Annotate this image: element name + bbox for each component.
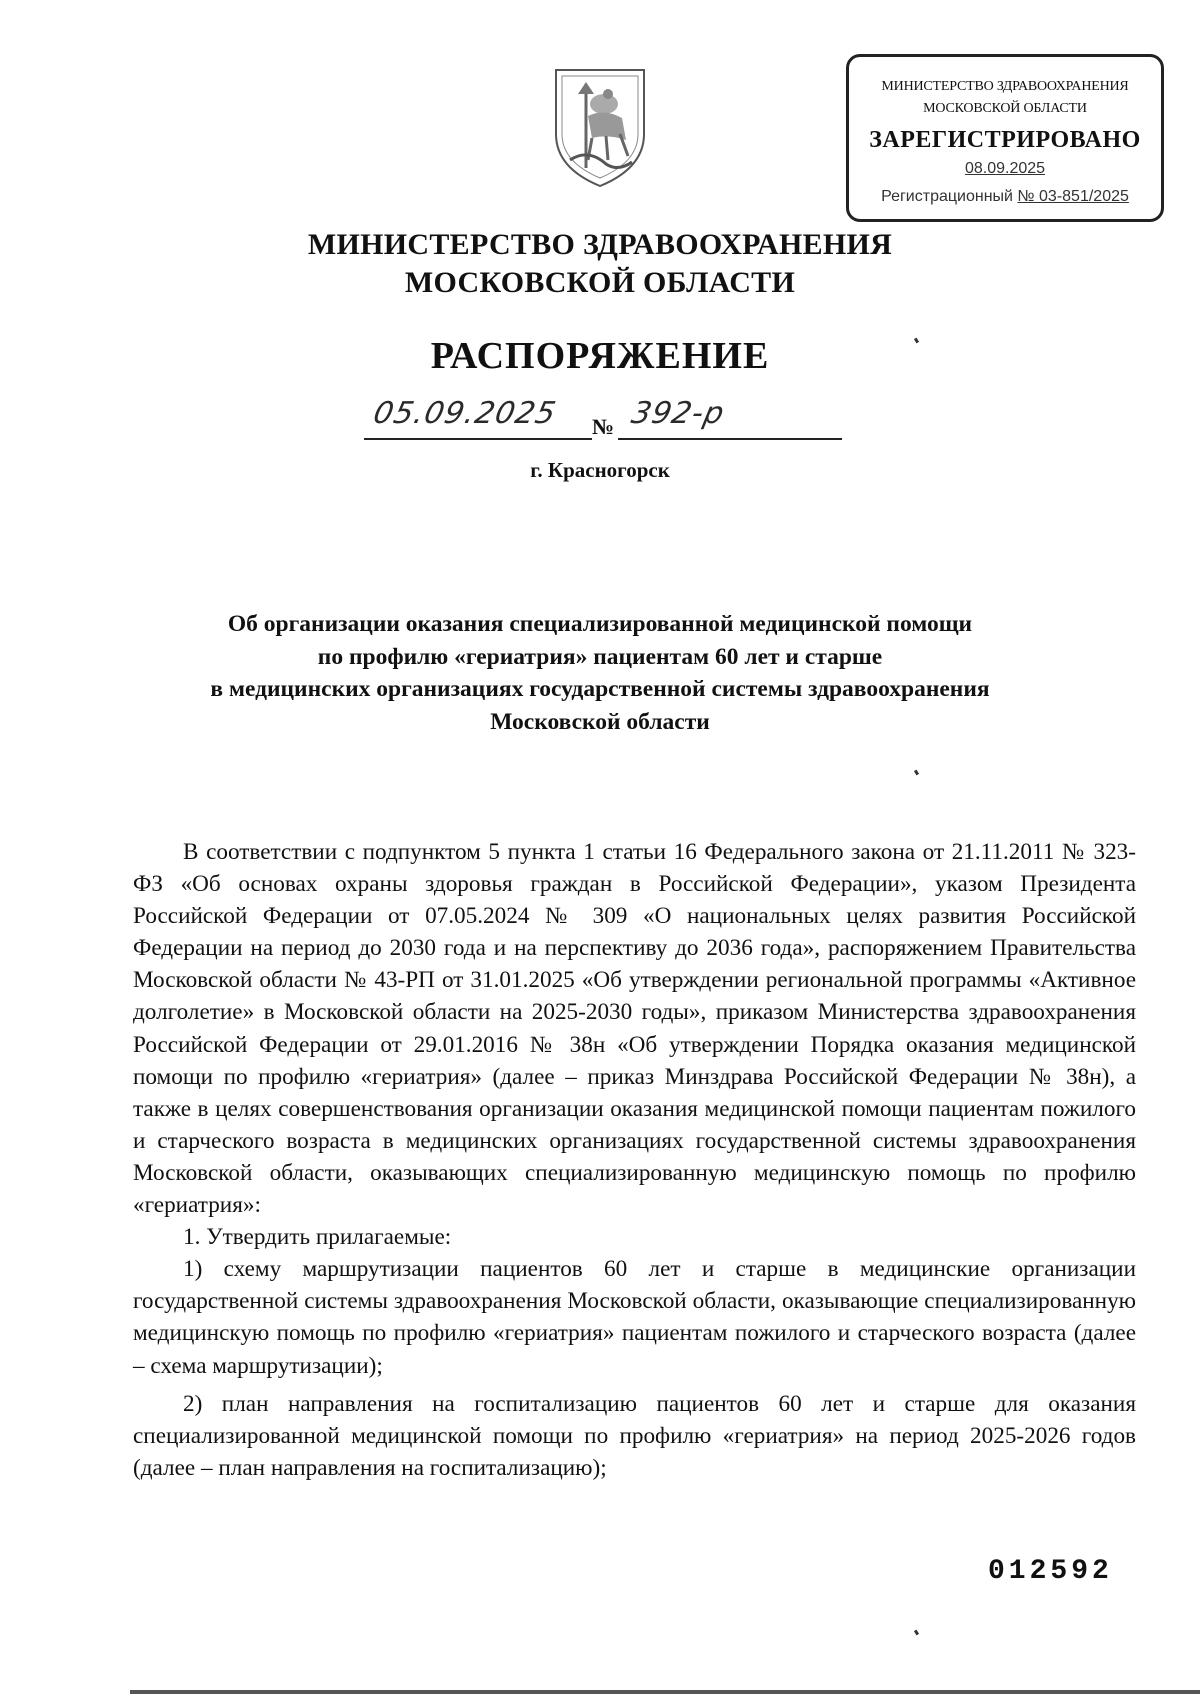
city: г. Красногорск	[530, 458, 670, 482]
document-title	[130, 608, 1070, 738]
stamp-org-line-2: МОСКОВСКОЙ ОБЛАСТИ	[923, 101, 1087, 116]
ministry-heading	[260, 226, 940, 302]
number-underline	[618, 438, 842, 440]
ministry-line-2: МОСКОВСКОЙ ОБЛАСТИ	[404, 266, 796, 299]
title-line-2: по профилю «гериатрия» пациентам 60 лет и старше	[317, 643, 883, 670]
number-sign: №	[592, 414, 615, 439]
title-line-1: Об организации оказания специализированной медицинской помощи	[227, 611, 973, 637]
stamp-reg-label: Регистрационный	[881, 188, 1013, 205]
document-type: РАСПОРЯЖЕНИЕ	[430, 335, 770, 377]
title-line-4: Московской области	[490, 708, 710, 735]
stamp-org-line-1: МИНИСТЕРСТВО ЗДРАВООХРАНЕНИЯ	[881, 79, 1129, 94]
scan-mark	[914, 770, 919, 776]
handwritten-date: 05.09.2025	[370, 396, 560, 431]
registration-stamp	[846, 54, 1164, 222]
handwritten-number: 392-р	[628, 396, 728, 431]
stamp-registration-number	[849, 188, 1161, 206]
item-1: 1. Утвердить прилагаемые:	[183, 1224, 452, 1251]
scan-bottom-edge	[130, 1690, 1200, 1694]
serial-number: 012592	[988, 1556, 1113, 1587]
coat-of-arms-emblem	[548, 64, 652, 190]
preamble-paragraph: В соответствии с подпунктом 5 пункта 1 статьи 16 Федерального закона от 21.11.2011 № 323-ФЗ «Об основах охраны здоровья граждан в Российской Федерации», указом Президента Российской Федерации от 07.05.2024 № 309 «О национальных целях развития Российской Федерации на период до 2030 года и на перспективу до 2036 года», распоряжением Правительства Московской области № 43-РП от 31.01.2025 «Об утверждении региональной программы «Активное долголетие» в Московской области на 2025-2030 годы», приказом Министерства здравоохранения Российской Федерации от 29.01.2016 № 38н «Об утверждении Порядка оказания медицинской помощи по профилю «гериатрия» (далее – приказ Минздрава Российской Федерации № 38н), а также в целях совершенствования организации оказания медицинской помощи пациентам пожилого и старческого возраста в медицинских организациях государственной системы здравоохранения Московской области, оказывающих специализированную медицинскую помощь по профилю «гериатрия»:	[133, 839, 1136, 1219]
date-number-line	[364, 396, 844, 446]
date-underline	[364, 438, 592, 440]
stamp-status: ЗАРЕГИСТРИРОВАНО	[869, 127, 1141, 153]
item-1-2: 2) план направления на госпитализацию пациентов 60 лет и старше для оказания специализированной медицинской помощи по профилю «гериатрия» на период 2025-2026 годов (далее – план направления на госпитализацию);	[133, 1390, 1136, 1481]
scan-mark	[914, 1630, 919, 1636]
item-1-1: 1) схему маршрутизации пациентов 60 лет и старше в медицинские организации государственной системы здравоохранения Московской области, оказывающие специализированную медицинскую помощь по профилю «гериатрия» пациентам пожилого и старческого возраста (далее – схема маршрутизации);	[133, 1256, 1136, 1379]
title-line-3: в медицинских организациях государственной системы здравоохранения	[210, 676, 990, 702]
document-body	[133, 836, 1136, 1484]
ministry-line-1: МИНИСТЕРСТВО ЗДРАВООХРАНЕНИЯ	[307, 228, 893, 261]
stamp-date: 08.09.2025	[964, 160, 1046, 177]
stamp-reg-number-value: № 03-851/2025	[1017, 188, 1129, 205]
stamp-organization	[849, 73, 1161, 123]
